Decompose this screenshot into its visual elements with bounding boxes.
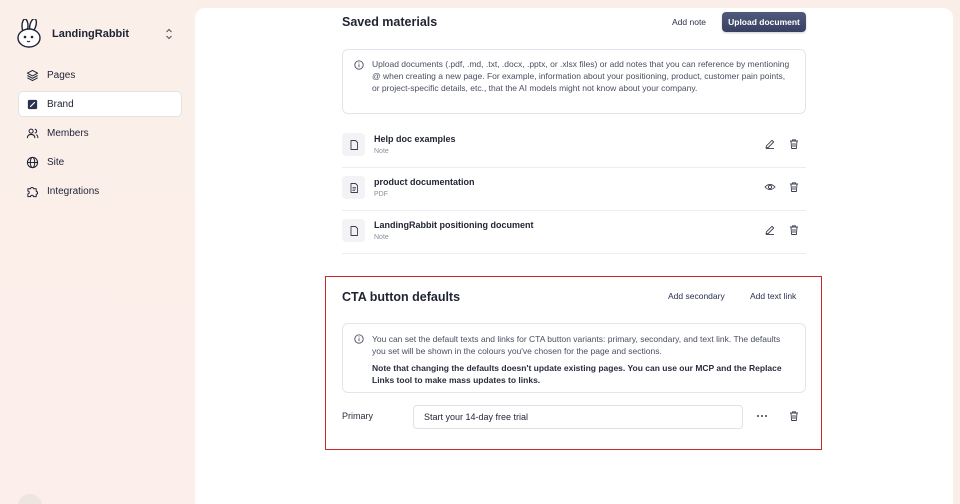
trash-icon[interactable] — [788, 138, 800, 150]
material-title: LandingRabbit positioning document — [374, 220, 534, 230]
saved-materials-title: Saved materials — [342, 15, 438, 29]
primary-cta-input[interactable]: Start your 14-day free trial — [413, 405, 743, 429]
more-horizontal-icon[interactable] — [755, 411, 769, 421]
rabbit-logo-icon — [16, 19, 44, 49]
workspace-switcher[interactable] — [16, 18, 180, 50]
sidebar-item-site[interactable] — [18, 149, 182, 175]
avatar[interactable] — [18, 494, 42, 504]
material-type: Note — [374, 234, 389, 241]
cta-defaults-title: CTA button defaults — [342, 290, 461, 304]
saved-materials-info — [342, 49, 806, 114]
trash-icon[interactable] — [788, 410, 800, 422]
chevron-up-down-icon — [164, 27, 174, 41]
list-item[interactable] — [342, 125, 806, 168]
sidebar-item-brand[interactable] — [18, 91, 182, 117]
puzzle-icon — [26, 185, 39, 198]
info-text: Upload documents (.pdf, .md, .txt, .docx, .pptx, or .xlsx files) or add notes that you can reference by mentioning @ when creating a new page. For example, information about your positioning, product, customer pain points, or project-specific details, etc., that the AI models might not know about your company. — [372, 59, 790, 94]
material-type: PDF — [374, 191, 388, 198]
layers-icon — [26, 69, 39, 82]
add-secondary-button[interactable]: Add secondary — [668, 291, 725, 301]
sidebar-item-label: Pages — [47, 69, 76, 81]
add-text-link-button[interactable]: Add text link — [750, 291, 797, 301]
sidebar-nav — [18, 62, 182, 207]
sidebar-item-label: Site — [47, 156, 65, 168]
cta-info — [342, 323, 806, 393]
edit-icon[interactable] — [764, 138, 776, 150]
brand-icon — [26, 98, 39, 111]
sidebar-item-label: Members — [47, 127, 89, 139]
info-icon — [354, 60, 364, 70]
list-item[interactable] — [342, 168, 806, 211]
main-panel — [195, 8, 953, 504]
users-icon — [26, 127, 39, 140]
trash-icon[interactable] — [788, 224, 800, 236]
globe-icon — [26, 156, 39, 169]
material-type: Note — [374, 148, 389, 155]
primary-label: Primary — [342, 411, 373, 421]
sidebar-item-integrations[interactable] — [18, 178, 182, 204]
material-title: product documentation — [374, 177, 475, 187]
edit-icon[interactable] — [764, 224, 776, 236]
upload-document-button[interactable]: Upload document — [722, 12, 806, 32]
sidebar-item-label: Brand — [47, 98, 74, 110]
list-item[interactable] — [342, 211, 806, 254]
sidebar — [0, 0, 195, 504]
note-file-icon — [342, 219, 365, 242]
add-note-button[interactable]: Add note — [672, 17, 707, 27]
pdf-file-icon — [342, 176, 365, 199]
note-file-icon — [342, 133, 365, 156]
info-text: You can set the default texts and links for CTA button variants: primary, secondary, and text link. The defaults you set will be shown in the colours you've chosen for the page and sections. — [372, 334, 781, 357]
sidebar-item-members[interactable] — [18, 120, 182, 146]
eye-icon[interactable] — [764, 181, 776, 193]
material-title: Help doc examples — [374, 134, 456, 144]
workspace-name: LandingRabbit — [52, 28, 129, 40]
sidebar-item-pages[interactable] — [18, 62, 182, 88]
trash-icon[interactable] — [788, 181, 800, 193]
info-note: Note that changing the defaults doesn't update existing pages. You can use our MCP and the Replace Links tool to make mass updates to links. — [372, 363, 782, 386]
sidebar-item-label: Integrations — [47, 185, 100, 197]
info-icon — [354, 334, 364, 344]
